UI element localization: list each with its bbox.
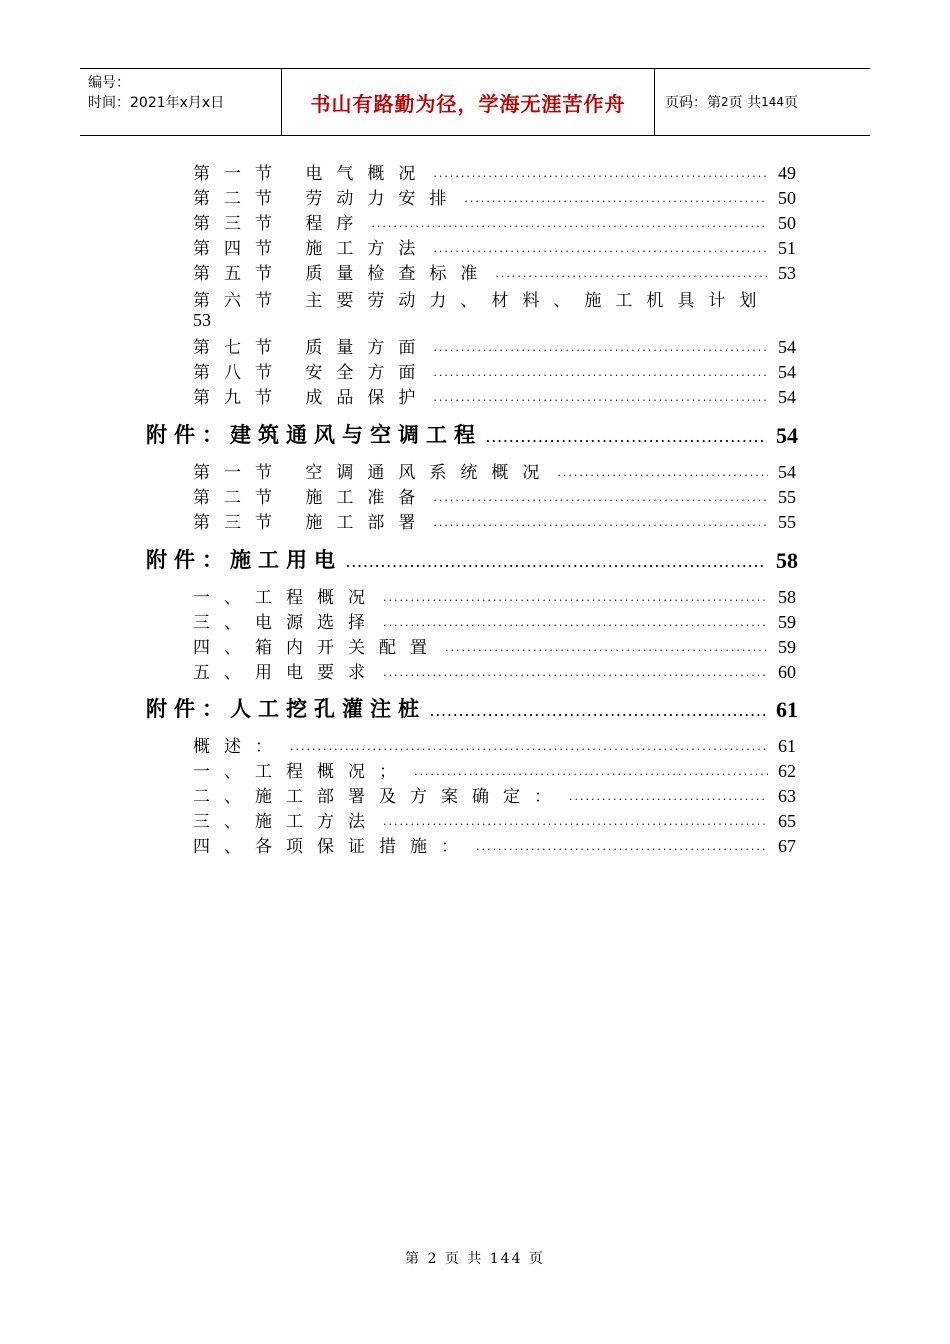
toc-leader — [290, 741, 768, 757]
toc-entry-page: 55 — [778, 512, 796, 532]
toc-entry[interactable] — [193, 609, 796, 633]
toc-entry[interactable] — [193, 634, 796, 658]
toc-entry-page: 63 — [778, 786, 796, 806]
toc-entry-label: 概述： — [193, 737, 286, 757]
toc-entry[interactable] — [193, 235, 796, 259]
toc-leader — [476, 841, 768, 857]
toc-leader — [346, 558, 766, 574]
toc-entry-label-wrapped[interactable]: 第六节 主要劳动力、材料、施工机具计划 — [193, 291, 771, 311]
toc-chapter[interactable] — [146, 544, 798, 574]
toc-chapter-page: 61 — [776, 697, 798, 722]
toc-entry-label: 第四节 施工方法 — [193, 239, 430, 259]
toc-entry-page: 58 — [778, 587, 796, 607]
toc-entry-page: 59 — [778, 612, 796, 632]
toc-entry[interactable] — [193, 833, 796, 857]
toc-entry[interactable] — [193, 459, 796, 483]
toc-entry-label: 一、工程概况； — [193, 762, 410, 782]
toc-leader — [445, 642, 768, 658]
toc-leader — [433, 342, 768, 358]
page-info-current: 2 — [721, 95, 729, 109]
toc-leader — [383, 816, 768, 832]
toc-entry[interactable] — [193, 334, 796, 358]
toc-entry-label: 三、电源选择 — [193, 613, 379, 633]
toc-entry-label: 第三节 施工部署 — [193, 513, 430, 533]
header-motto: 书山有路勤为径，学海无涯苦作舟 — [282, 69, 655, 135]
serial-label: 编号： — [88, 75, 130, 91]
toc-leader — [433, 492, 768, 508]
page-info-suffix: 页 — [784, 95, 798, 111]
toc-entry-label: 第五节 质量检查标准 — [193, 264, 492, 284]
toc-entry[interactable] — [193, 808, 796, 832]
toc-leader — [383, 667, 768, 683]
toc-chapter-label: 附件：人工挖孔灌注桩 — [146, 697, 426, 721]
toc-entry-page: 61 — [778, 736, 796, 756]
toc-entry-label: 第七节 质量方面 — [193, 338, 430, 358]
toc-entry[interactable] — [193, 584, 796, 608]
toc-entry-page: 62 — [778, 761, 796, 781]
toc-entry-label: 四、各项保证措施： — [193, 837, 472, 857]
toc-entry-page: 49 — [778, 163, 796, 183]
toc-leader — [430, 707, 766, 723]
toc-entry[interactable] — [193, 758, 796, 782]
toc-entry[interactable] — [193, 185, 796, 209]
toc-leader — [433, 243, 768, 259]
toc-entry[interactable] — [193, 659, 796, 683]
toc-entry-label: 第二节 劳动力安排 — [193, 189, 461, 209]
toc-entry-label: 第一节 空调通风系统概况 — [193, 463, 554, 483]
toc-chapter-page: 58 — [776, 548, 798, 573]
toc-entry-label: 三、施工方法 — [193, 812, 379, 832]
toc-entry-label: 一、工程概况 — [193, 588, 379, 608]
toc-entry-label: 第九节 成品保护 — [193, 388, 430, 408]
toc-entry-page: 54 — [778, 462, 796, 482]
toc-leader — [557, 467, 768, 483]
toc-leader — [433, 392, 768, 408]
toc-chapter[interactable] — [146, 693, 798, 723]
toc-entry[interactable] — [193, 160, 796, 184]
toc-entry-label: 四、箱内开关配置 — [193, 638, 441, 658]
page-info-total: 144 — [761, 95, 784, 109]
toc-entry-label: 第三节 程序 — [193, 214, 368, 234]
toc-chapter-label: 附件：施工用电 — [146, 548, 342, 572]
page-info-prefix: 页码：第 — [665, 95, 721, 111]
toc-entry-page: 51 — [778, 238, 796, 258]
toc-entry-label: 五、用电要求 — [193, 663, 379, 683]
toc-entry-label: 二、施工部署及方案确定： — [193, 787, 565, 807]
toc-entry-page: 65 — [778, 811, 796, 831]
toc-leader — [486, 433, 766, 449]
toc-entry-label: 第八节 安全方面 — [193, 363, 430, 383]
toc-chapter-label: 附件：建筑通风与空调工程 — [146, 423, 482, 447]
toc-entry[interactable] — [193, 210, 796, 234]
toc-entry-page: 59 — [778, 637, 796, 657]
toc-leader — [433, 168, 768, 184]
toc-leader — [433, 517, 768, 533]
toc-entry-page: 55 — [778, 487, 796, 507]
toc-entry-page: 53 — [778, 263, 796, 283]
page-info-middle: 页 共 — [728, 95, 762, 111]
toc-entry-page: 54 — [778, 337, 796, 357]
toc-leader — [569, 791, 768, 807]
toc-leader — [371, 218, 768, 234]
toc-leader — [383, 617, 768, 633]
toc-leader — [414, 766, 768, 782]
toc-entry-page: 60 — [778, 662, 796, 682]
toc-entry[interactable] — [193, 384, 796, 408]
toc-entry-page: 54 — [778, 362, 796, 382]
toc-entry[interactable] — [193, 359, 796, 383]
toc-entry-page: 67 — [778, 836, 796, 856]
time-label: 时间：2021年x月x日 — [88, 95, 225, 111]
toc-entry[interactable] — [193, 733, 796, 757]
toc-leader — [433, 367, 768, 383]
toc-chapter[interactable] — [146, 419, 798, 449]
toc-chapter-page: 54 — [776, 423, 798, 448]
toc-entry-page-wrapped: 53 — [193, 310, 211, 330]
toc-entry-page: 54 — [778, 387, 796, 407]
toc-leader — [495, 268, 768, 284]
toc-leader — [464, 193, 768, 209]
toc-leader — [383, 592, 768, 608]
toc-entry-label: 第一节 电气概况 — [193, 164, 430, 184]
toc-entry-page: 50 — [778, 213, 796, 233]
toc-entry[interactable] — [193, 509, 796, 533]
toc-entry-label: 第二节 施工准备 — [193, 488, 430, 508]
toc-entry-page: 50 — [778, 188, 796, 208]
toc-entry[interactable] — [193, 484, 796, 508]
page-footer: 第 2 页 共 144 页 — [405, 1251, 545, 1267]
toc-entry[interactable] — [193, 783, 796, 807]
toc-entry[interactable] — [193, 260, 796, 284]
